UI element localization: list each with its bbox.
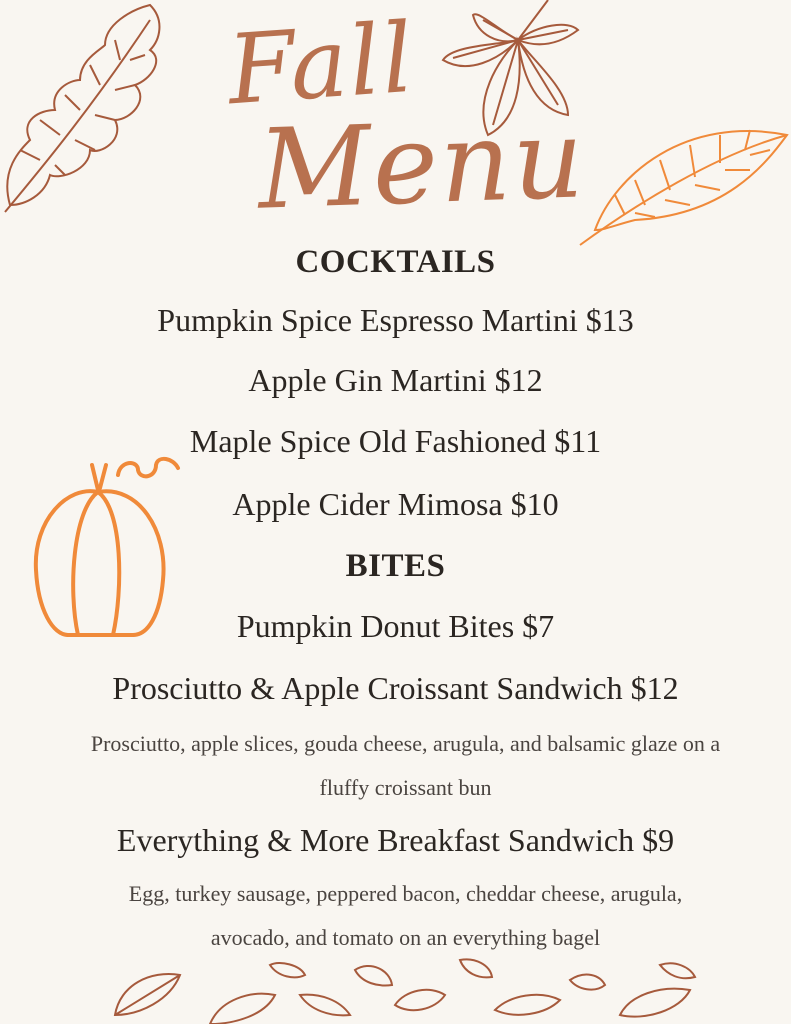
bite-description: Egg, turkey sausage, peppered bacon, cheddar cheese, arugula, avocado, and tomato on an everything bagel [128,881,683,950]
bite-item: Everything & More Breakfast Sandwich $9 [116,822,675,858]
bite-description: Prosciutto, apple slices, gouda cheese, arugula, and balsamic glaze on a fluffy croissant bun [90,731,721,800]
bites-heading: BITES [345,548,446,584]
bite-item: Prosciutto & Apple Croissant Sandwich $12 [112,670,679,706]
leaf-border-icon [100,955,720,1024]
cocktail-item: Pumpkin Spice Espresso Martini $13 [157,302,634,338]
cocktail-item: Apple Gin Martini $12 [248,362,543,398]
cocktail-item: Apple Cider Mimosa $10 [232,486,559,522]
bite-item: Pumpkin Donut Bites $7 [236,608,555,644]
oak-leaf-icon [0,0,175,220]
cocktail-item: Maple Spice Old Fashioned $11 [189,423,602,459]
menu-title-menu: Menu [255,94,588,234]
cocktails-heading: COCKTAILS [295,244,496,280]
menu-title-fall: Fall [224,1,419,127]
orange-leaf-icon [575,105,791,250]
